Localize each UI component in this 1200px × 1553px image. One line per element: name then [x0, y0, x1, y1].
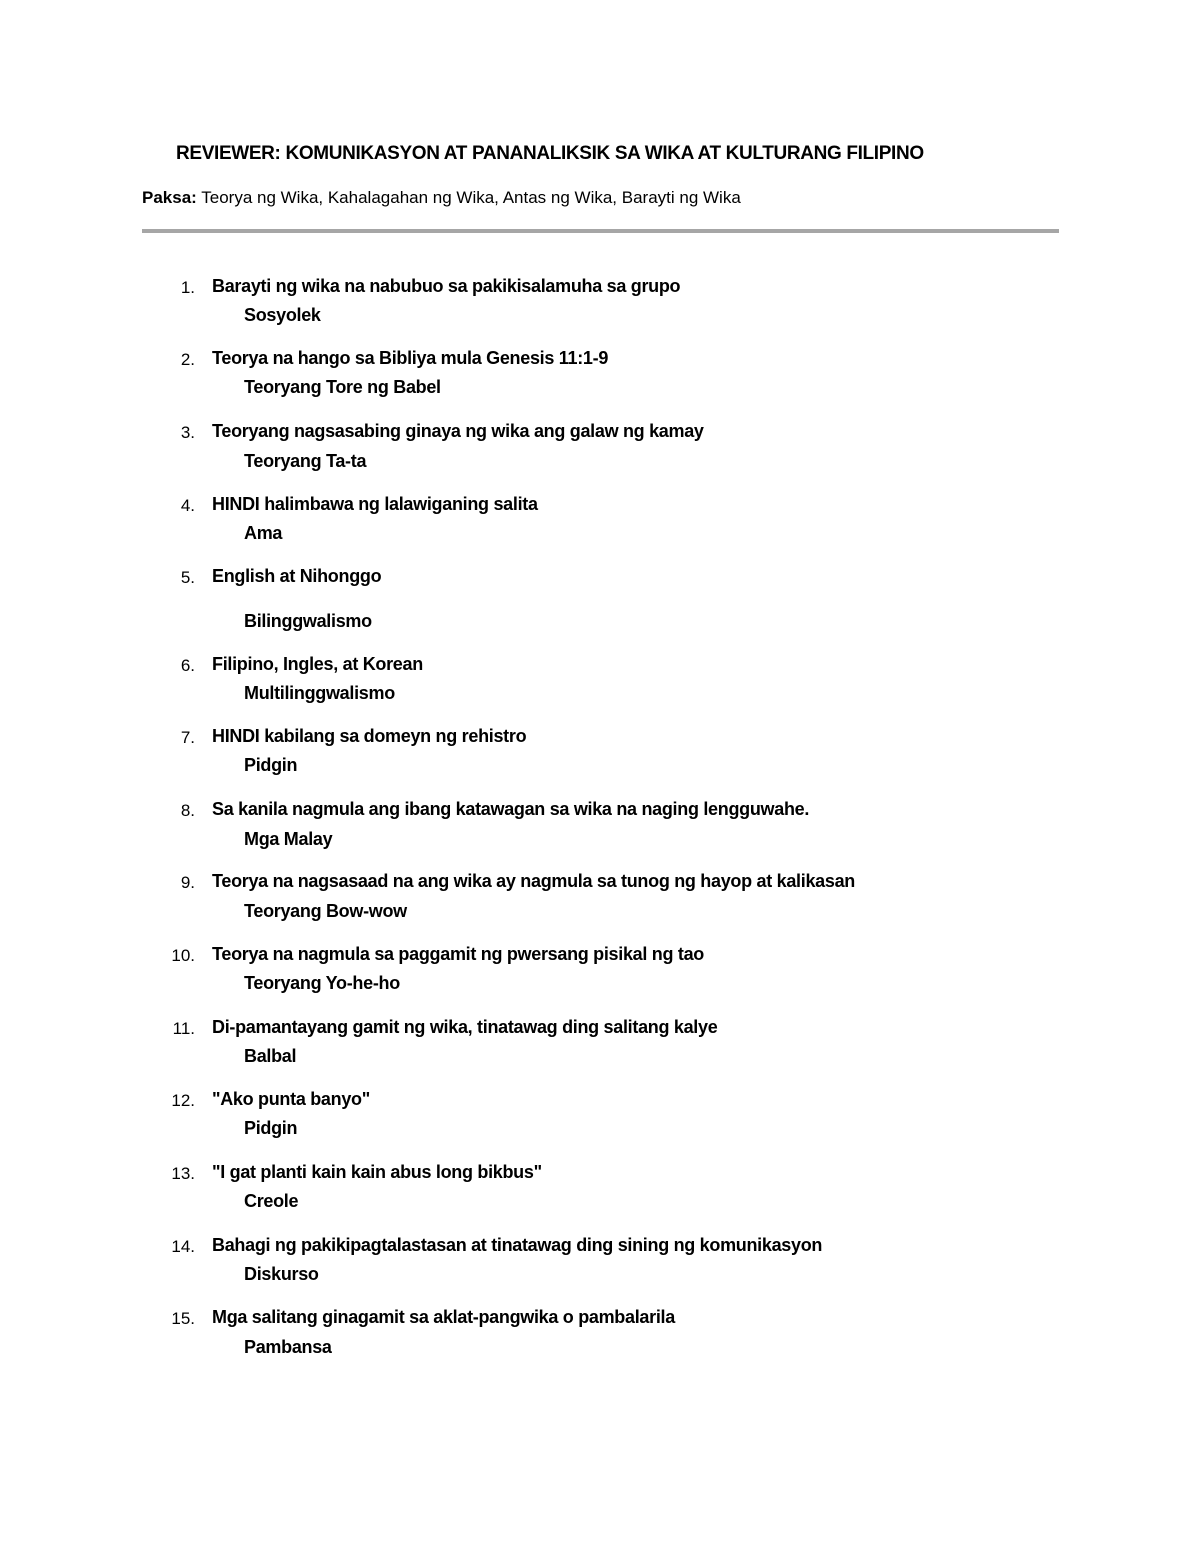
- item-answer: Teoryang Ta-ta: [244, 451, 367, 471]
- item-answer: Sosyolek: [244, 305, 321, 325]
- item-question: Teoryang nagsasabing ginaya ng wika ang galaw ng kamay: [212, 421, 704, 441]
- item-answer: Teoryang Yo-he-ho: [244, 973, 400, 993]
- item-number: 14.: [171, 1237, 195, 1256]
- item-question: HINDI kabilang sa domeyn ng rehistro: [212, 726, 527, 746]
- list-item: [0, 278, 1200, 338]
- item-question: "I gat planti kain kain abus long bikbus": [212, 1162, 542, 1182]
- list-item: [0, 350, 1200, 410]
- item-answer: Creole: [244, 1191, 299, 1211]
- item-answer: Ama: [244, 523, 283, 543]
- item-question: Filipino, Ingles, at Korean: [212, 654, 423, 674]
- item-number: 4.: [180, 496, 195, 515]
- item-question: "Ako punta banyo": [212, 1089, 370, 1109]
- item-number: 12.: [171, 1091, 195, 1110]
- item-number: 5.: [180, 568, 195, 587]
- item-answer: Pambansa: [244, 1337, 332, 1357]
- item-question: Mga salitang ginagamit sa aklat-pangwika o pambalarila: [212, 1307, 675, 1327]
- item-question: Teorya na nagsasaad na ang wika ay nagmula sa tunog ng hayop at kalikasan: [212, 871, 855, 891]
- list-item: [0, 423, 1200, 483]
- item-question: Sa kanila nagmula ang ibang katawagan sa wika na naging lengguwahe.: [212, 799, 810, 819]
- item-question: Bahagi ng pakikipagtalastasan at tinatawag ding sining ng komunikasyon: [212, 1235, 823, 1255]
- list-item: [0, 1164, 1200, 1224]
- item-answer: Diskurso: [244, 1264, 319, 1284]
- item-question: Teorya na hango sa Bibliya mula Genesis 11:1-9: [212, 348, 609, 368]
- item-number: 15.: [171, 1309, 195, 1328]
- item-number: 13.: [171, 1164, 195, 1183]
- list-item: [0, 1091, 1200, 1151]
- item-answer: Pidgin: [244, 755, 298, 775]
- list-item: [0, 1309, 1200, 1369]
- item-number: 1.: [180, 278, 195, 297]
- item-number: 11.: [172, 1019, 195, 1038]
- item-number: 10.: [171, 946, 195, 965]
- item-answer: Bilinggwalismo: [244, 611, 372, 631]
- list-item: [0, 728, 1200, 788]
- item-answer: Pidgin: [244, 1118, 298, 1138]
- item-number: 7.: [180, 728, 195, 747]
- subject-value: Teorya ng Wika, Kahalagahan ng Wika, Antas ng Wika, Barayti ng Wika: [196, 188, 741, 207]
- item-question: Barayti ng wika na nabubuo sa pakikisalamuha sa grupo: [212, 276, 681, 296]
- item-number: 8.: [180, 801, 195, 820]
- item-question: Di-pamantayang gamit ng wika, tinatawag ding salitang kalye: [212, 1017, 718, 1037]
- document-title: REVIEWER: KOMUNIKASYON AT PANANALIKSIK SA WIKA AT KULTURANG FILIPINO: [176, 143, 924, 164]
- item-question: Teorya na nagmula sa paggamit ng pwersang pisikal ng tao: [212, 944, 704, 964]
- item-answer: Teoryang Bow-wow: [244, 901, 407, 921]
- list-item: [0, 566, 1200, 631]
- item-answer: Teoryang Tore ng Babel: [244, 377, 441, 397]
- list-item: [0, 496, 1200, 556]
- list-item: [0, 656, 1200, 716]
- item-number: 6.: [180, 656, 195, 675]
- subject-label: Paksa:: [142, 188, 197, 207]
- list-item: [0, 801, 1200, 861]
- item-question: HINDI halimbawa ng lalawiganing salita: [212, 494, 538, 514]
- item-number: 9.: [180, 873, 195, 892]
- item-answer: Mga Malay: [244, 829, 333, 849]
- item-number: 3.: [180, 423, 195, 442]
- item-number: 2.: [180, 350, 195, 369]
- item-answer: Multilinggwalismo: [244, 683, 395, 703]
- item-question: English at Nihonggo: [212, 566, 382, 586]
- list-item: [0, 1237, 1200, 1297]
- list-item: [0, 873, 1200, 933]
- item-answer: Balbal: [244, 1046, 297, 1066]
- list-item: [0, 1019, 1200, 1079]
- list-item: [0, 946, 1200, 1006]
